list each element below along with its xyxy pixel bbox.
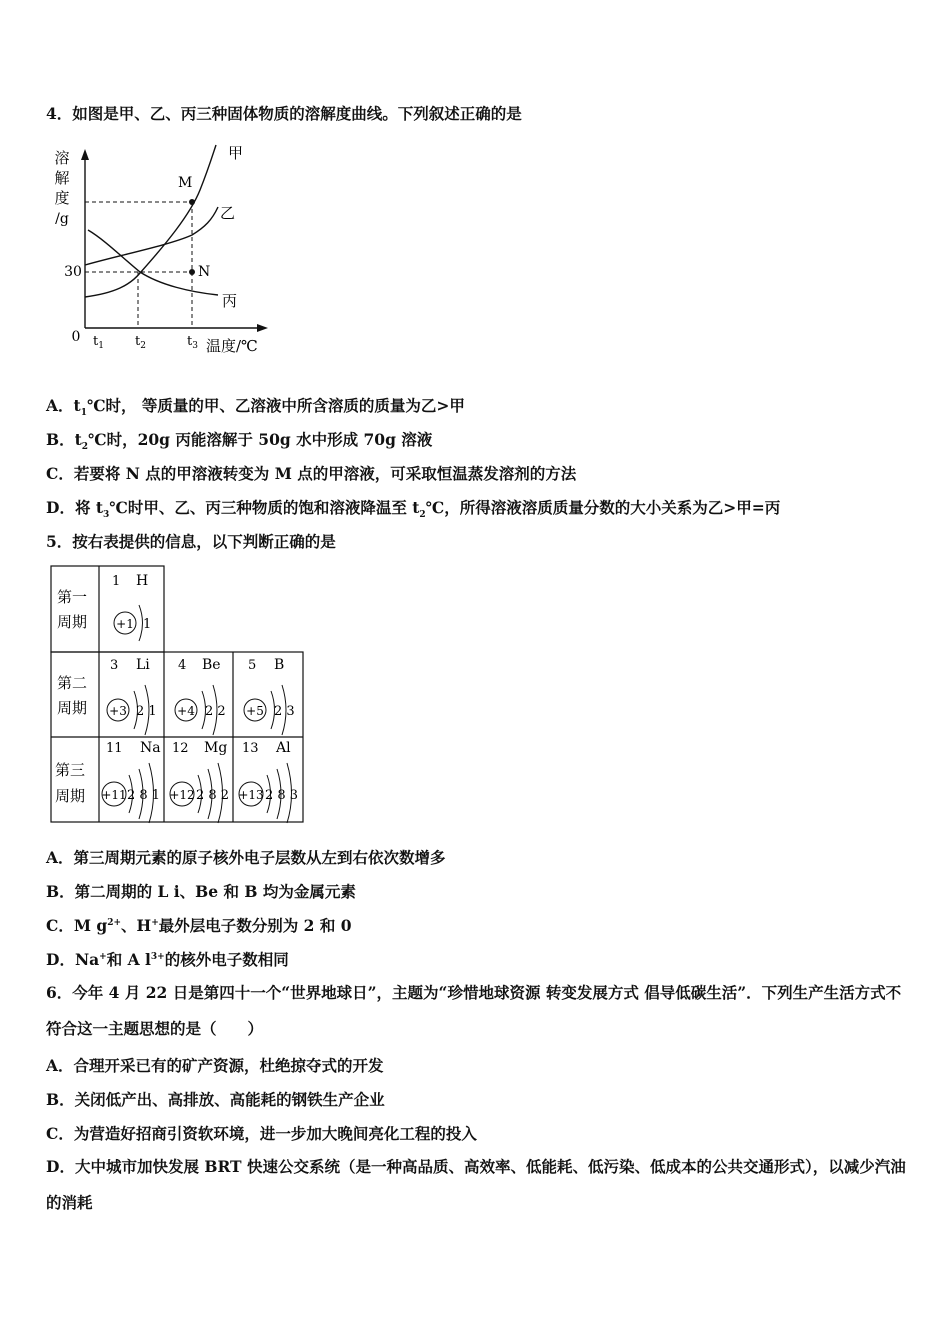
period-3-label-1: 第三 [55, 761, 86, 779]
svg-text:+13: +13 [238, 788, 264, 802]
x-tick-t2: $t_2$ [135, 334, 146, 351]
q6-option-a: A．合理开采已有的矿产资源，杜绝掠夺式的开发 [46, 1056, 384, 1075]
period-2-label-2: 周期 [57, 699, 88, 717]
period-1-label-1: 第一 [57, 588, 88, 606]
q4-option-d: D．将 $t_3℃$时甲、乙、丙三种物质的饱和溶液降温至 $t_2℃$，所得溶液溶质质量分数的大小关系为乙>甲=丙 [46, 498, 781, 521]
svg-text:13: 13 [242, 741, 259, 756]
svg-text:+1: +1 [116, 617, 134, 631]
svg-text:2 2: 2 2 [205, 704, 226, 719]
svg-text:Mg: Mg [204, 740, 228, 756]
curve-yi-label: 乙 [220, 204, 236, 222]
q6-stem: 6．今年 4 月 22 日是第四十一个“世界地球日”，主题为“珍惜地球资源 转变发展方式 倡导低碳生活”．下列生产生活方式不符合这一主题思想的是（ ） [46, 983, 902, 1038]
point-n-label: N [198, 264, 211, 280]
q4-option-a: A．$t_1℃$时， 等质量的甲、乙溶液中所含溶质的质量为乙>甲 [46, 396, 465, 419]
svg-text:1: 1 [143, 617, 152, 632]
svg-text:+3: +3 [109, 704, 127, 718]
svg-text:4: 4 [178, 658, 187, 673]
curve-jia-label: 甲 [228, 144, 244, 162]
period-1-label-2: 周期 [57, 613, 88, 631]
q4-option-c: C．若要将 N 点的甲溶液转变为 M 点的甲溶液，可采取恒温蒸发溶剂的方法 [46, 464, 577, 483]
curve-jia [85, 145, 216, 297]
x-axis-arrow [257, 324, 268, 332]
svg-text:Be: Be [202, 657, 221, 673]
svg-text:+12: +12 [169, 788, 195, 802]
x-tick-t1: $t_1$ [93, 334, 104, 351]
q4-stem: 4．如图是甲、乙、丙三种固体物质的溶解度曲线。下列叙述正确的是 [46, 104, 522, 123]
q5-option-d: D．Na+和 A $l^{3+}$的核外电子数相同 [46, 950, 289, 969]
svg-text:2 1: 2 1 [136, 704, 157, 719]
solubility-graph [40, 135, 280, 365]
x-tick-t3: $t_3$ [187, 334, 198, 351]
point-m-label: M [178, 175, 193, 191]
svg-text:2 3: 2 3 [274, 704, 295, 719]
y-label-2: 解 [54, 169, 70, 187]
svg-text:2 8 2: 2 8 2 [196, 788, 230, 803]
svg-text:H: H [136, 573, 149, 589]
svg-text:+5: +5 [246, 704, 264, 718]
point-n-dot [189, 269, 195, 275]
svg-text:2 8 1: 2 8 1 [127, 788, 161, 803]
y-label-4: /g [55, 211, 69, 227]
element-cell-mg [169, 740, 229, 823]
x-axis-label: 温度/℃ [206, 337, 258, 355]
q5-option-a: A．第三周期元素的原子核外电子层数从左到右依次数增多 [46, 848, 446, 867]
element-cell-b [244, 657, 295, 735]
y-label-3: 度 [54, 189, 70, 207]
element-cell-be [175, 657, 226, 735]
svg-text:Li: Li [136, 657, 150, 673]
q4-option-b: B．$t_2℃$时，20g 丙能溶解于 50g 水中形成 70g 溶液 [46, 430, 433, 453]
periodic-table [50, 565, 306, 827]
q5-stem: 5．按右表提供的信息，以下判断正确的是 [46, 532, 336, 551]
period-2-label-1: 第二 [57, 674, 88, 692]
svg-text:+11: +11 [101, 788, 127, 802]
q6-option-d: D．大中城市加快发展 BRT 快速公交系统（是一种高品质、高效率、低能耗、低污染、低成本的公共交通形式），以减少汽油的消耗 [46, 1157, 906, 1212]
svg-text:5: 5 [248, 658, 257, 673]
element-cell-na [101, 740, 160, 823]
svg-text:+4: +4 [177, 704, 195, 718]
point-m-dot [189, 199, 195, 205]
y-label-1: 溶 [54, 149, 70, 167]
curve-yi [85, 207, 218, 265]
q6-option-c: C．为营造好招商引资软环境，进一步加大晚间亮化工程的投入 [46, 1124, 477, 1143]
svg-text:B: B [274, 657, 285, 673]
y-axis-arrow [81, 149, 89, 160]
origin-label: 0 [71, 329, 81, 345]
svg-text:1: 1 [112, 574, 121, 589]
q5-option-b: B．第二周期的 L i、Be 和 B 均为金属元素 [46, 882, 356, 901]
q6-option-b: B．关闭低产出、高排放、高能耗的钢铁生产企业 [46, 1090, 385, 1109]
svg-text:Na: Na [140, 740, 161, 756]
period-3-label-2: 周期 [55, 787, 86, 805]
svg-text:Al: Al [276, 740, 291, 756]
q5-option-c: C．M $g^{2+}$、H+最外层电子数分别为 2 和 0 [46, 916, 352, 935]
curve-bing [88, 230, 218, 295]
svg-text:12: 12 [172, 741, 189, 756]
element-cell-li [107, 657, 157, 735]
element-cell-al [238, 740, 298, 823]
element-cell-h [112, 573, 151, 641]
y-tick-30: 30 [64, 264, 82, 280]
svg-text:3: 3 [110, 658, 119, 673]
curve-bing-label: 丙 [222, 292, 238, 310]
svg-text:11: 11 [106, 741, 123, 756]
svg-text:2 8 3: 2 8 3 [265, 788, 299, 803]
